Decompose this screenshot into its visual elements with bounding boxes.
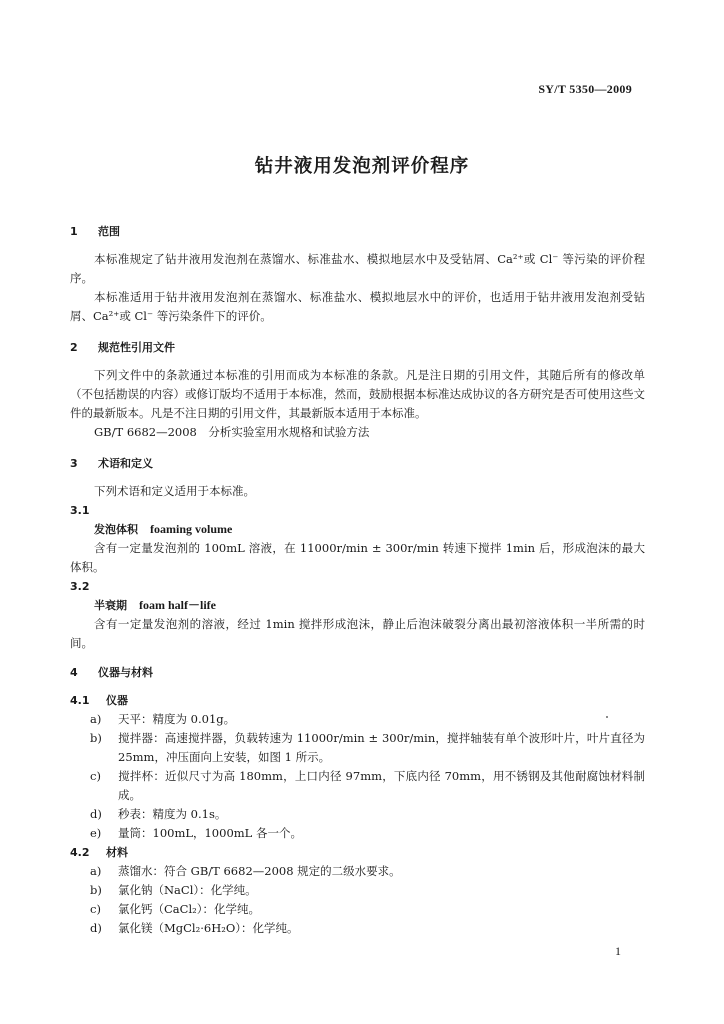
section-1-heading <box>70 222 645 241</box>
section-4-heading <box>70 663 645 682</box>
section-title: 规范性引用文件 <box>98 341 175 354</box>
list-item <box>70 767 645 805</box>
section-3-heading <box>70 454 645 473</box>
section-3-body <box>70 482 645 653</box>
item-label: d) <box>90 921 102 935</box>
item-label: c) <box>90 769 101 783</box>
item-text: 搅拌器：高速搅拌器，负载转速为 11000r/min ± 300r/min，搅拌轴装有单个波形叶片，叶片直径为 25mm，冲压面向上安装，如图 1 所示。 <box>118 731 645 764</box>
page-number: 1 <box>615 944 621 958</box>
item-text: 氯化钙（CaCl₂）：化学纯。 <box>118 902 260 916</box>
term-en: foam half－life <box>139 598 216 612</box>
subsection-heading <box>70 843 645 862</box>
section-title: 仪器与材料 <box>98 666 153 679</box>
section-2-heading <box>70 338 645 357</box>
section-number: 1 <box>70 225 78 238</box>
section-4-body <box>70 691 645 938</box>
list-item <box>70 805 645 824</box>
paragraph: 下列文件中的条款通过本标准的引用而成为本标准的条款。凡是注日期的引用文件，其随后所有的修改单（不包括勘误的内容）或修订版均不适用于本标准，然而，鼓励根据本标准达成协议的各方研究是否可使用这些文件的最新版本。凡是不注日期的引用文件，其最新版本适用于本标准。 <box>70 368 645 420</box>
item-text: 量筒：100mL，1000mL 各一个。 <box>118 826 302 840</box>
standard-code: SY/T 5350—2009 <box>538 82 632 96</box>
item-text: 氯化镁（MgCl₂·6H₂O）：化学纯。 <box>118 921 299 935</box>
item-label: d) <box>90 807 102 821</box>
list-item <box>70 881 645 900</box>
item-text: 天平：精度为 0.01g。 <box>118 712 236 726</box>
item-text: 搅拌杯：近似尺寸为高 180mm，上口内径 97mm，下底内径 70mm，用不锈钢及其他耐腐蚀材料制成。 <box>118 769 645 802</box>
item-label: a) <box>90 864 102 878</box>
item-label: b) <box>90 883 102 897</box>
subsection-heading <box>70 691 645 710</box>
document-title: 钻井液用发泡剂评价程序 <box>254 156 470 177</box>
section-1-body <box>70 250 645 326</box>
scan-speck <box>606 716 608 718</box>
term-zh: 半衰期 <box>94 599 127 612</box>
clause-number: 3.1 <box>70 504 90 517</box>
list-item <box>70 919 645 938</box>
section-number: 3 <box>70 457 78 470</box>
paragraph: 本标准规定了钻井液用发泡剂在蒸馏水、标准盐水、模拟地层水中及受钻屑、Ca²⁺或 Cl⁻ 等污染的评价程序。 <box>70 252 645 285</box>
item-text: 氯化钠（NaCl）：化学纯。 <box>118 883 257 897</box>
list-item <box>70 729 645 767</box>
term-definition: 含有一定量发泡剂的 100mL 溶液，在 11000r/min ± 300r/min 转速下搅拌 1min 后，形成泡沫的最大体积。 <box>70 541 645 574</box>
section-number: 4 <box>70 666 78 679</box>
term-zh: 发泡体积 <box>94 523 138 536</box>
subsection-title: 仪器 <box>106 694 128 707</box>
term-en: foaming volume <box>150 522 233 536</box>
paragraph: 本标准适用于钻井液用发泡剂在蒸馏水、标准盐水、模拟地层水中的评价，也适用于钻井液用发泡剂受钻屑、Ca²⁺或 Cl⁻ 等污染条件下的评价。 <box>70 290 645 323</box>
list-item <box>70 900 645 919</box>
list-item <box>70 710 645 729</box>
subsection-number: 4.1 <box>70 694 90 707</box>
section-2-body <box>70 366 645 442</box>
item-label: e) <box>90 826 102 840</box>
term-heading <box>70 596 645 615</box>
term-heading <box>70 520 645 539</box>
paragraph: 下列术语和定义适用于本标准。 <box>94 484 255 498</box>
clause-number: 3.2 <box>70 580 90 593</box>
normative-reference: GB/T 6682—2008 分析实验室用水规格和试验方法 <box>94 425 370 439</box>
item-label: c) <box>90 902 101 916</box>
section-title: 范围 <box>98 225 120 238</box>
section-number: 2 <box>70 341 78 354</box>
section-title: 术语和定义 <box>98 457 153 470</box>
item-text: 秒表：精度为 0.1s。 <box>118 807 227 821</box>
term-definition: 含有一定量发泡剂的溶液，经过 1min 搅拌形成泡沫，静止后泡沫破裂分离出最初溶液体积一半所需的时间。 <box>70 617 645 650</box>
item-text: 蒸馏水：符合 GB/T 6682—2008 规定的二级水要求。 <box>118 864 401 878</box>
subsection-number: 4.2 <box>70 846 90 859</box>
item-label: b) <box>90 731 102 745</box>
item-label: a) <box>90 712 102 726</box>
subsection-title: 材料 <box>106 846 128 859</box>
list-item <box>70 824 645 843</box>
list-item <box>70 862 645 881</box>
